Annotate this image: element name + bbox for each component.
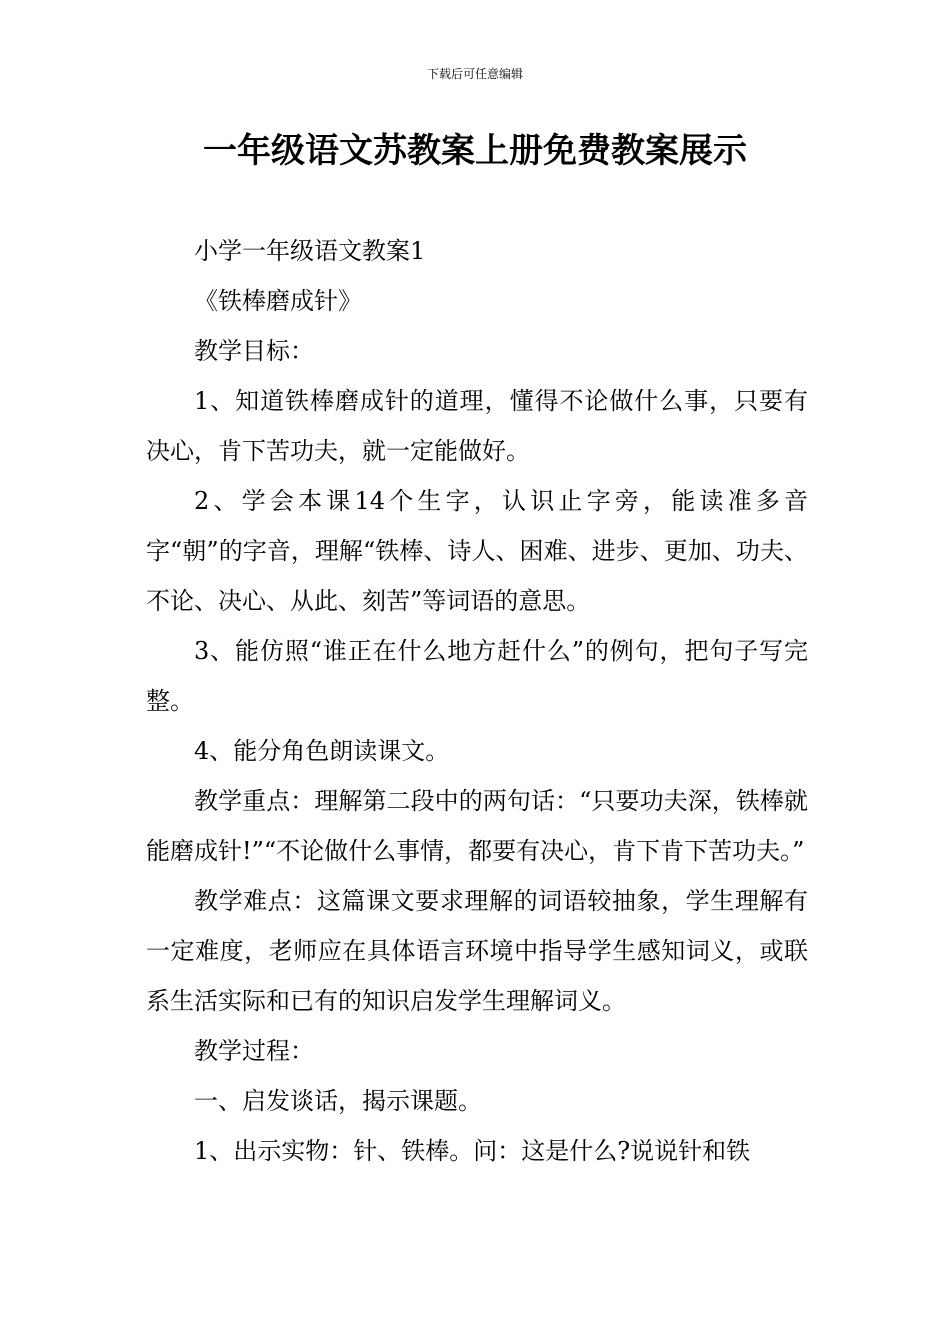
paragraph-objectives-heading: 教学目标：	[194, 337, 314, 365]
paragraph-step-one-item-1: 1、出示实物：针、铁棒。问：这是什么?说说针和铁	[194, 1137, 751, 1165]
paragraph-objective-1: 1、知道铁棒磨成针的道理，懂得不论做什么事，只要有决心，肯下苦功夫，就一定能做好。	[146, 387, 808, 465]
paragraph-lesson-heading: 小学一年级语文教案1	[194, 237, 426, 265]
document-title: 一年级语文苏教案上册免费教案展示	[203, 131, 747, 171]
paragraph-key-points: 教学重点：理解第二段中的两句话：“只要功夫深，铁棒就能磨成针!”“不论做什么事情，都要有决心，肯下肯下苦功夫。”	[146, 787, 808, 865]
paragraph-objective-3: 3、能仿照“谁正在什么地方赶什么”的例句，把句子写完整。	[146, 637, 808, 715]
document-body	[146, 226, 808, 1176]
paragraph-difficulties: 教学难点：这篇课文要求理解的词语较抽象，学生理解有一定难度，老师应在具体语言环境中指导学生感知词义，或联系生活实际和已有的知识启发学生理解词义。	[146, 887, 808, 1015]
paragraph-objective-4: 4、能分角色朗读课文。	[194, 737, 450, 765]
paragraph-step-one: 一、启发谈话，揭示课题。	[194, 1087, 482, 1115]
paragraph-objective-2: 2、学会本课14个生字，认识止字旁，能读准多音字“朝”的字音，理解“铁棒、诗人、困难、进步、更加、功夫、不论、决心、从此、刻苦”等词语的意思。	[146, 487, 808, 615]
paragraph-lesson-title: 《铁棒磨成针》	[194, 287, 362, 315]
page-header-note: 下载后可任意编辑	[426, 67, 523, 81]
paragraph-process-heading: 教学过程：	[194, 1037, 314, 1065]
